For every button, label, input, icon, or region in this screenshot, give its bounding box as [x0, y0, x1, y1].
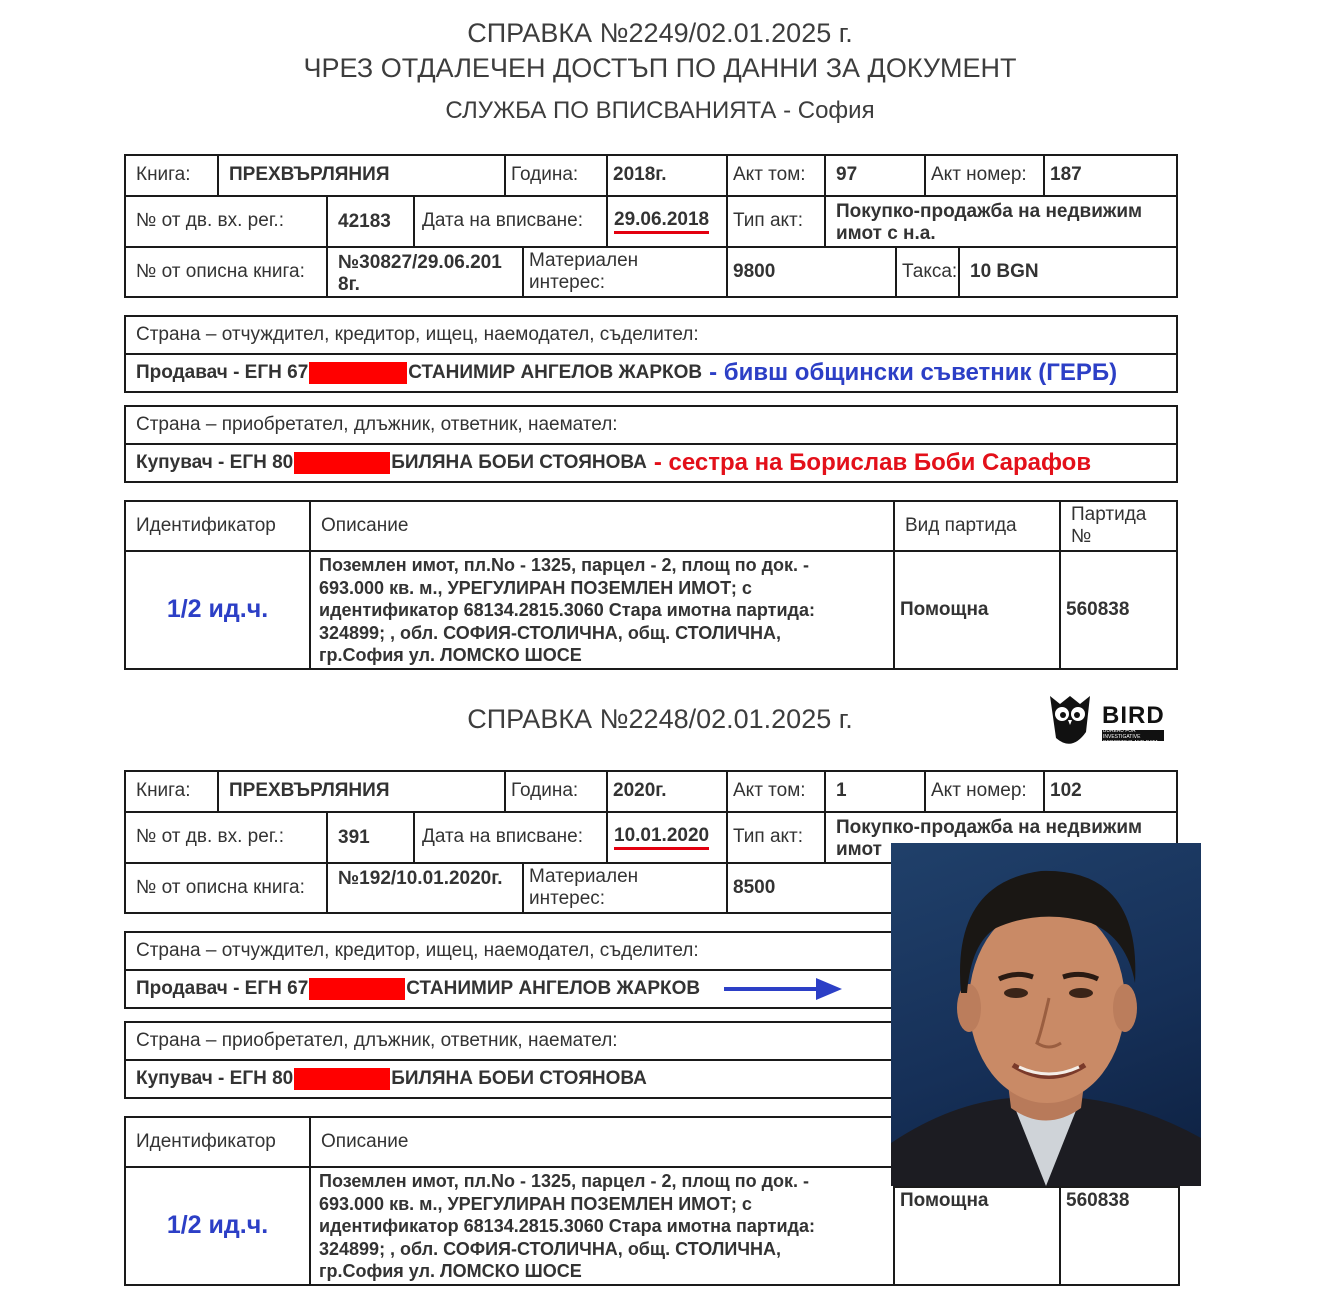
- doc2-date: 10.01.2020: [614, 825, 709, 850]
- doc1-buyer-row: [124, 443, 1178, 483]
- doc1-inv: №30827/29.06.2018г.: [326, 246, 524, 298]
- doc1-interest: 9800: [726, 246, 897, 298]
- doc2-inv-label: № от описна книга:: [124, 862, 328, 914]
- doc1-book: ПРЕХВЪРЛЯНИЯ: [217, 154, 506, 197]
- doc2-type: Покупко-продажба на недвижим имот: [824, 811, 1178, 864]
- redaction-bar: [294, 452, 390, 474]
- doc1-date-cell: [606, 195, 728, 248]
- doc1-kind-label: Вид партида: [893, 500, 1061, 552]
- doc1-vol: 97: [824, 154, 926, 197]
- doc1-desc-line: 693.000 кв. м., УРЕГУЛИРАН ПОЗЕМЛЕН ИМОТ; с: [319, 577, 752, 598]
- doc1-date-label: Дата на вписване:: [413, 195, 608, 248]
- doc1-reg: 42183: [326, 195, 415, 248]
- doc2-interest: 8500: [726, 862, 891, 914]
- doc2-reg: 391: [326, 811, 415, 864]
- doc2-id-label: Идентификатор: [124, 1116, 311, 1168]
- doc2-kind: Помощна: [893, 1186, 1061, 1286]
- doc1-seller-note: - бивш общински съветник (ГЕРБ): [709, 358, 1118, 386]
- doc1-actno: 187: [1043, 154, 1178, 197]
- doc1-subtitle: ЧРЕЗ ОТДАЛЕЧЕН ДОСТЪП ПО ДАННИ ЗА ДОКУМЕНТ: [303, 53, 1017, 83]
- doc1-desc-line: идентификатор 68134.2815.3060 Стара имотна партида:: [319, 600, 815, 620]
- doc1-desc: [309, 550, 895, 670]
- doc1-type: Покупко-продажба на недвижим имот с н.а.: [824, 195, 1178, 248]
- arrow-right-icon: [722, 976, 844, 1002]
- doc2-reg-label: № от дв. вх. рег.:: [124, 811, 328, 864]
- doc1-share: 1/2 ид.ч.: [166, 595, 269, 624]
- doc2-desc-line: гр.София ул. ЛОМСКО ШОСЕ: [319, 1261, 582, 1281]
- redaction-bar: [309, 362, 407, 384]
- doc2-seller-row: [124, 969, 891, 1009]
- doc2-desc: [309, 1166, 895, 1286]
- doc2-buyer-name: БИЛЯНА БОБИ СТОЯНОВА: [391, 1067, 647, 1089]
- logo-tagline: BUREAU FOR INVESTIGATIVE REPORTING AND DATA: [1103, 728, 1159, 746]
- doc2-book-label: Книга:: [124, 770, 219, 813]
- doc2-vol-label: Акт том:: [726, 770, 826, 813]
- doc1-year: 2018г.: [606, 154, 728, 197]
- doc2-actno-label: Акт номер:: [924, 770, 1045, 813]
- redaction-bar: [309, 978, 405, 1000]
- doc2-inv: №192/10.01.2020г.: [326, 862, 524, 914]
- doc2-desc-line: Поземлен имот, пл.No - 1325, парцел - 2, площ по док. -: [319, 1171, 810, 1191]
- doc2-desc-label: Описание: [309, 1116, 891, 1168]
- portrait-photo: [891, 843, 1201, 1186]
- doc2-desc-line: 324899; , обл. СОФИЯ-СТОЛИЧНА, общ. СТОЛИЧНА,: [319, 1238, 781, 1259]
- doc1-fee: 10 BGN: [958, 246, 1178, 298]
- doc1-part-label: Партида №: [1059, 500, 1178, 552]
- doc2-desc-line: 693.000 кв. м., УРЕГУЛИРАН ПОЗЕМЛЕН ИМОТ; с: [319, 1193, 752, 1214]
- doc1-inv-label: № от описна книга:: [124, 246, 328, 298]
- doc1-actno-label: Акт номер:: [924, 154, 1045, 197]
- doc1-part: 560838: [1059, 550, 1178, 670]
- doc1-date: 29.06.2018: [614, 209, 709, 234]
- doc1-fee-label: Такса:: [895, 246, 960, 298]
- redaction-bar: [294, 1068, 390, 1090]
- bird-logo: [1046, 692, 1166, 752]
- doc1-desc-line: гр.София ул. ЛОМСКО ШОСЕ: [319, 645, 582, 665]
- doc2-party1-header: Страна – отчуждител, кредитор, ищец, наемодател, съделител:: [124, 931, 891, 971]
- doc2-share: 1/2 ид.ч.: [166, 1211, 269, 1240]
- doc2-share-cell: [124, 1166, 311, 1286]
- doc1-office: СЛУЖБА ПО ВПИСВАНИЯТА - София: [445, 97, 875, 124]
- doc1-desc-line: Поземлен имот, пл.No - 1325, парцел - 2, площ по док. -: [319, 555, 810, 575]
- doc2-buyer-prefix: Купувач - ЕГН 80: [136, 1067, 294, 1089]
- doc2-buyer-row: [124, 1059, 891, 1099]
- doc2-book: ПРЕХВЪРЛЯНИЯ: [217, 770, 506, 813]
- doc2-date-label: Дата на вписване:: [413, 811, 608, 864]
- doc2-vol: 1: [824, 770, 926, 813]
- doc1-buyer-prefix: Купувач - ЕГН 80: [136, 451, 294, 473]
- doc2-seller-prefix: Продавач - ЕГН 67: [136, 977, 309, 999]
- doc2-year-label: Година:: [504, 770, 608, 813]
- doc1-year-label: Година:: [504, 154, 608, 197]
- doc1-id-label: Идентификатор: [124, 500, 311, 552]
- doc1-buyer-name: БИЛЯНА БОБИ СТОЯНОВА: [391, 451, 647, 473]
- doc1-desc-line: 324899; , обл. СОФИЯ-СТОЛИЧНА, общ. СТОЛИЧНА,: [319, 622, 781, 643]
- doc2-year: 2020г.: [606, 770, 728, 813]
- doc2-actno: 102: [1043, 770, 1178, 813]
- doc2-desc-line: идентификатор 68134.2815.3060 Стара имотна партида:: [319, 1216, 815, 1236]
- doc1-party2-header: Страна – приобретател, длъжник, ответник, наемател:: [124, 405, 1178, 445]
- doc2-part: 560838: [1059, 1186, 1180, 1286]
- doc2-title: СПРАВКА №2248/02.01.2025 г.: [467, 704, 853, 734]
- doc1-seller-prefix: Продавач - ЕГН 67: [136, 361, 309, 383]
- doc2-date-cell: [606, 811, 728, 864]
- doc1-reg-label: № от дв. вх. рег.:: [124, 195, 328, 248]
- doc1-buyer-note: - сестра на Борислав Боби Сарафов: [653, 448, 1092, 476]
- doc1-seller-name: СТАНИМИР АНГЕЛОВ ЖАРКОВ: [408, 361, 703, 383]
- doc2-seller-name: СТАНИМИР АНГЕЛОВ ЖАРКОВ: [406, 977, 701, 999]
- doc1-title: СПРАВКА №2249/02.01.2025 г.: [467, 18, 853, 48]
- doc1-desc-label: Описание: [309, 500, 895, 552]
- doc2-party2-header: Страна – приобретател, длъжник, ответник, наемател:: [124, 1021, 891, 1061]
- doc1-seller-row: [124, 353, 1178, 393]
- doc1-share-cell: [124, 550, 311, 670]
- doc1-book-label: Книга:: [124, 154, 219, 197]
- person-portrait: [891, 843, 1201, 1186]
- doc1-party1-header: Страна – отчуждител, кредитор, ищец, наемодател, съделител:: [124, 315, 1178, 355]
- doc2-interest-label: Материален интерес:: [522, 862, 728, 914]
- doc1-kind: Помощна: [893, 550, 1061, 670]
- doc2-type-label: Тип акт:: [726, 811, 826, 864]
- doc1-vol-label: Акт том:: [726, 154, 826, 197]
- doc1-type-label: Тип акт:: [726, 195, 826, 248]
- logo-name: BIRD: [1102, 702, 1165, 729]
- doc1-interest-label: Материален интерес:: [522, 246, 728, 298]
